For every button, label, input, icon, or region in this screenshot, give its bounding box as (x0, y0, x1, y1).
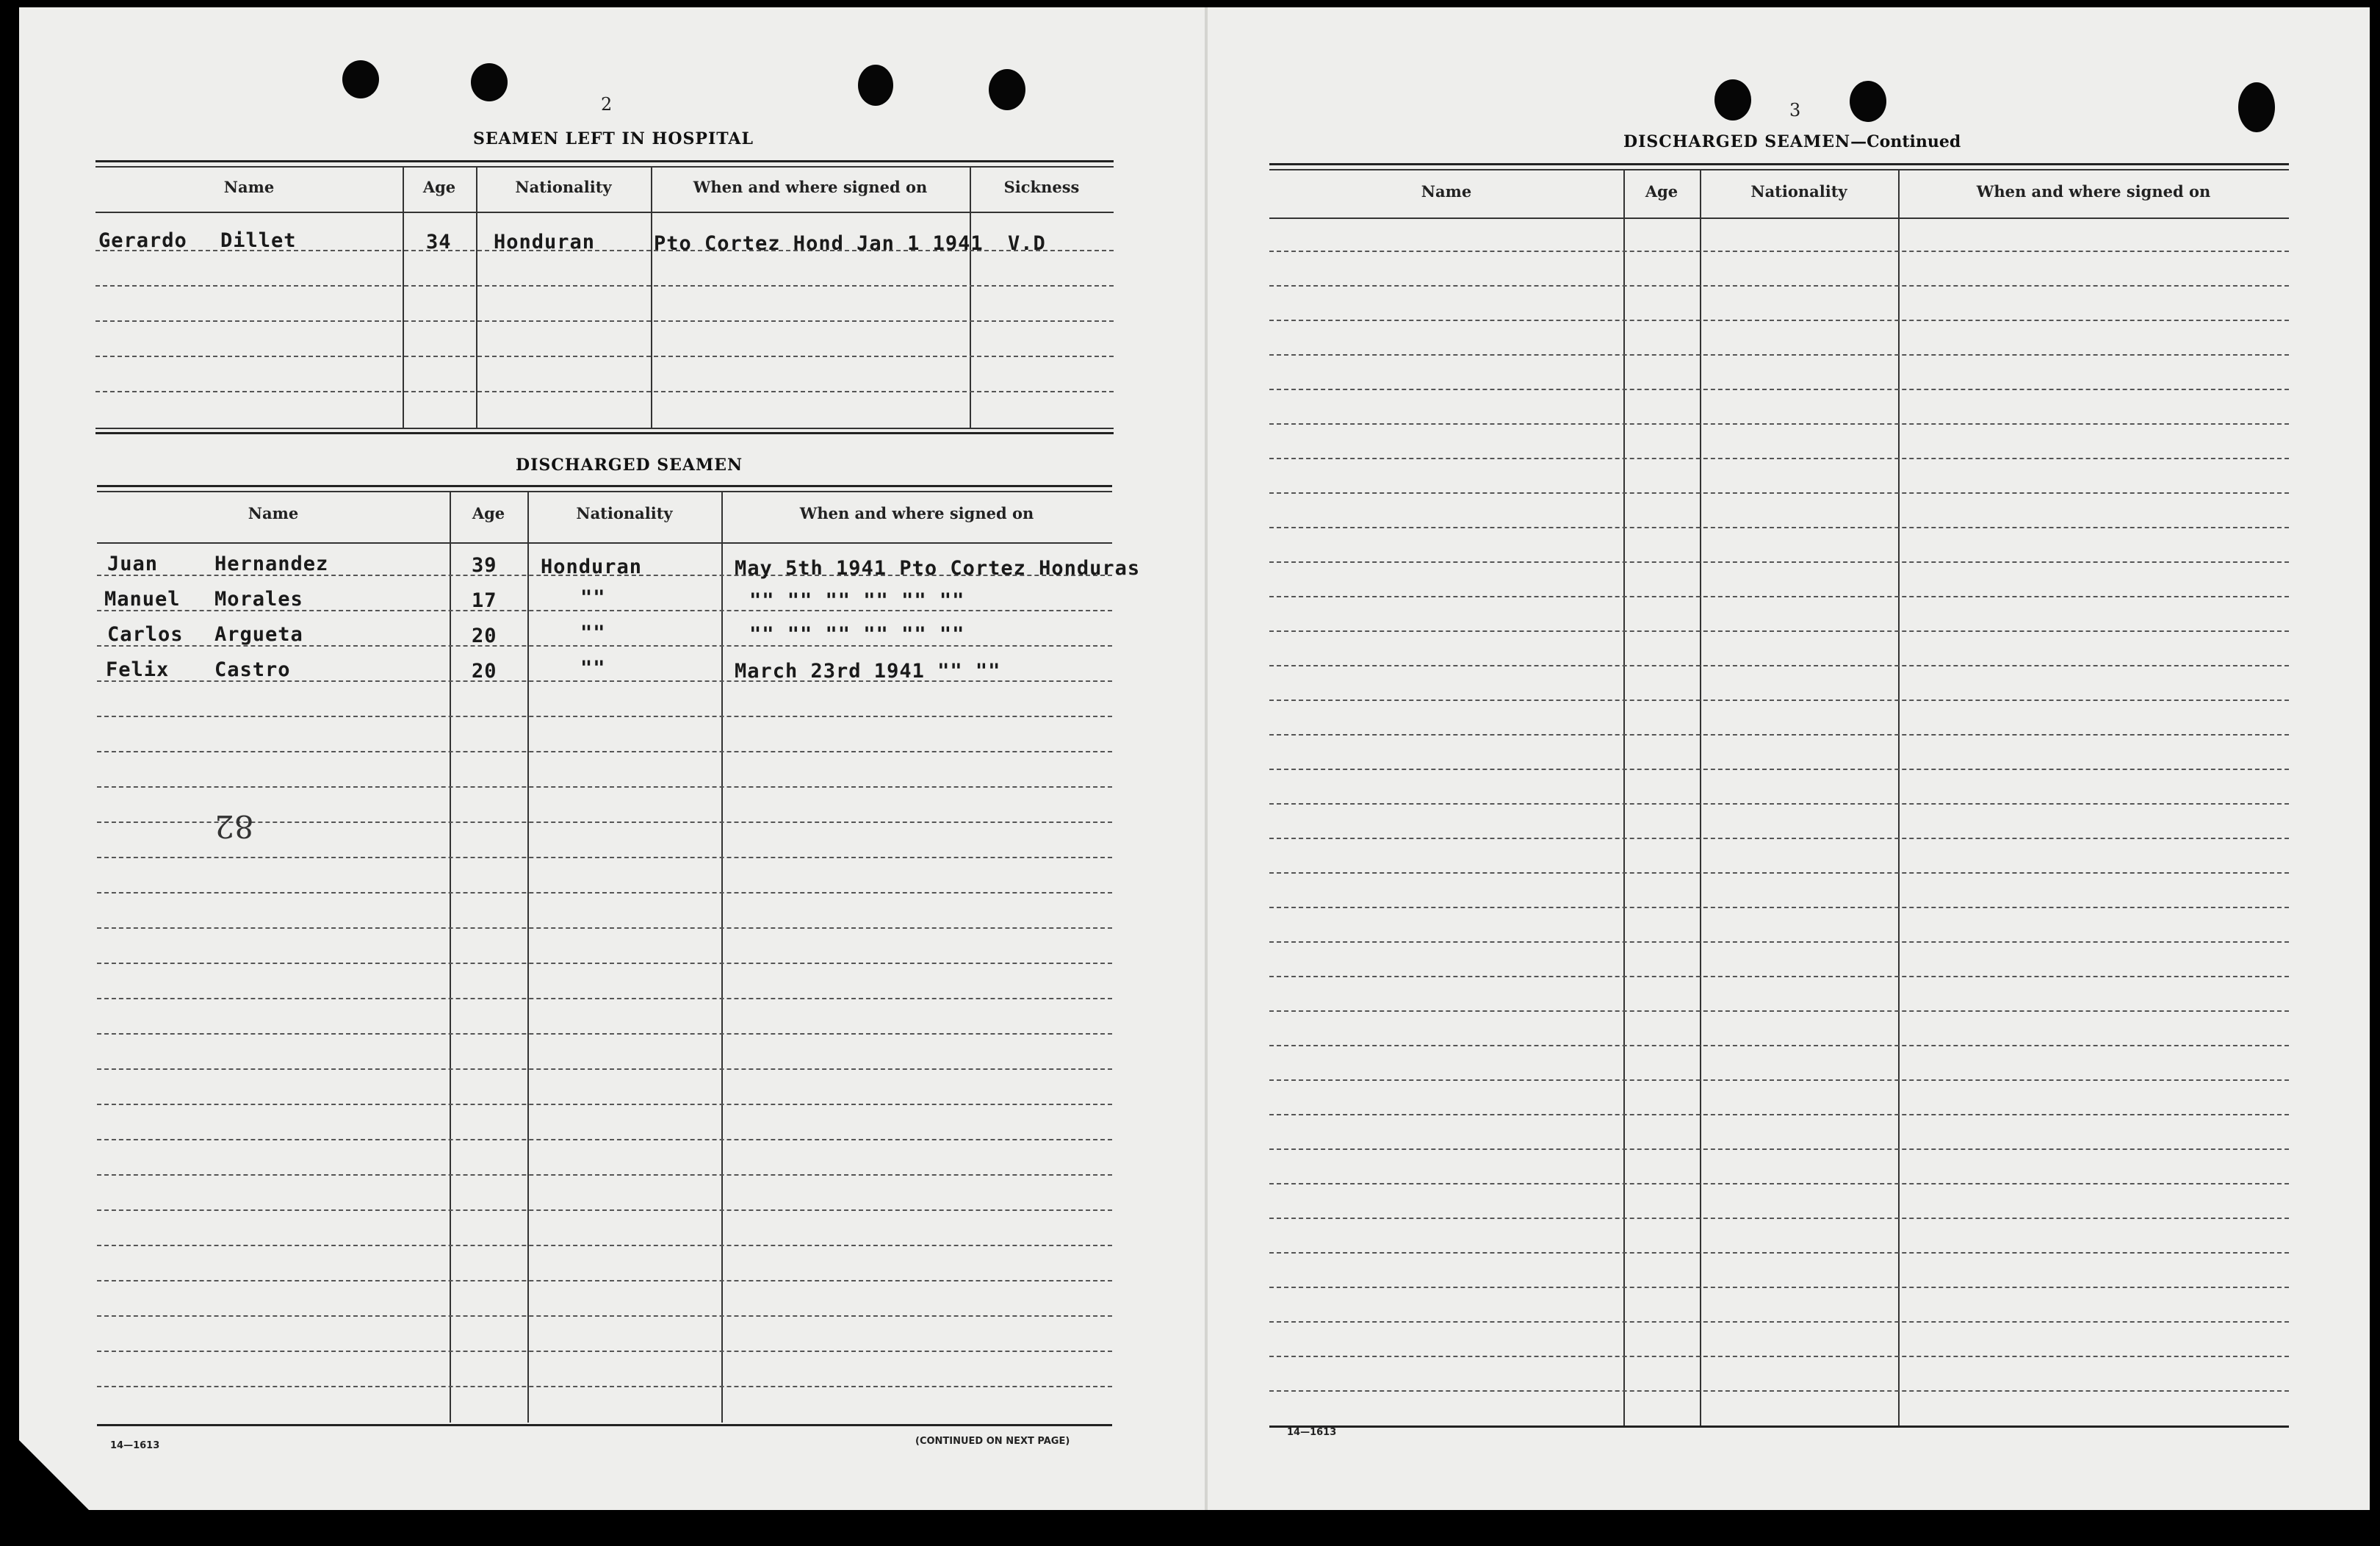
header-nationality: Nationality (576, 504, 673, 522)
punch-hole (2238, 82, 2275, 132)
form-number-right: 14—1613 (1287, 1427, 1337, 1438)
discharged-nationality: "" (580, 586, 606, 609)
ruled-rows (1269, 219, 2289, 1392)
header-name: Name (1421, 182, 1472, 201)
punch-hole (858, 65, 893, 106)
hospital-age: 34 (426, 231, 452, 254)
punch-hole (342, 60, 379, 98)
discharged-first-name: Juan (107, 553, 159, 575)
discharged-age: 20 (472, 625, 497, 647)
header-signed-on: When and where signed on (799, 504, 1034, 522)
hospital-table (95, 160, 1114, 435)
discharged-first-name: Felix (106, 658, 170, 681)
continued-note: (CONTINUED ON NEXT PAGE) (915, 1436, 1070, 1447)
discharged-signed-on: May 5th 1941 Pto Cortez Honduras (735, 557, 1141, 580)
discharged-first-name: Manuel (104, 588, 181, 611)
header-age: Age (472, 504, 505, 522)
hospital-nationality: Honduran (494, 231, 596, 254)
discharged-signed-on: "" "" "" "" "" "" (749, 623, 965, 646)
discharged-nationality: "" (580, 657, 606, 680)
discharged-continued-title (1623, 132, 1961, 151)
discharged-first-name: Carlos (107, 623, 184, 646)
table-rule (1269, 1425, 2289, 1428)
discharged-last-name: Castro (214, 658, 291, 681)
discharged-section-title: DISCHARGED SEAMEN (516, 456, 743, 475)
hospital-section-title: SEAMEN LEFT IN HOSPITAL (473, 129, 754, 148)
header-name: Name (223, 178, 275, 196)
discharged-continued-table (1269, 163, 2289, 1430)
handwritten-note: 82 (214, 808, 254, 844)
header-nationality: Nationality (515, 178, 612, 196)
discharged-age: 39 (472, 554, 497, 577)
discharged-last-name: Argueta (214, 623, 303, 646)
hospital-last-name: Dillet (220, 229, 297, 252)
hospital-first-name: Gerardo (98, 229, 187, 252)
form-number-left: 14—1613 (110, 1440, 160, 1451)
table-rule (97, 485, 1112, 487)
torn-corner (19, 1440, 90, 1511)
page-number-left: 2 (601, 94, 613, 115)
discharged-nationality: Honduran (541, 556, 643, 578)
discharged-age: 17 (472, 589, 497, 612)
table-rule (1269, 163, 2289, 165)
discharged-nationality: "" (580, 622, 606, 644)
discharged-last-name: Morales (214, 588, 303, 611)
table-rule (97, 1424, 1112, 1426)
hospital-sickness: V.D (1008, 232, 1046, 255)
discharged-continued-title-main: DISCHARGED SEAMEN (1623, 132, 1851, 151)
table-rule (1269, 169, 2289, 170)
punch-hole (989, 69, 1025, 110)
header-sickness: Sickness (1003, 178, 1080, 196)
header-signed-on: When and where signed on (693, 178, 928, 196)
punch-hole (1850, 81, 1886, 122)
table-rule (95, 428, 1114, 429)
discharged-continued-title-suffix: —Continued (1850, 132, 1961, 151)
discharged-signed-on: March 23rd 1941 "" "" (735, 660, 1001, 683)
table-rule (97, 491, 1112, 492)
discharged-age: 20 (472, 660, 497, 683)
header-age: Age (422, 178, 456, 196)
page-fold (1205, 7, 1208, 1510)
discharged-last-name: Hernandez (214, 553, 329, 575)
table-rule (95, 160, 1114, 162)
punch-hole (471, 63, 508, 101)
header-name: Name (248, 504, 299, 522)
table-rule (95, 166, 1114, 168)
hospital-signed-on: Pto Cortez Hond Jan 1 1941 (654, 232, 984, 255)
discharged-signed-on: "" "" "" "" "" "" (749, 589, 965, 612)
header-nationality: Nationality (1750, 182, 1847, 201)
table-rule (95, 432, 1114, 434)
header-signed-on: When and where signed on (1976, 182, 2211, 201)
page-number-right: 3 (1789, 100, 1801, 121)
header-age: Age (1645, 182, 1678, 201)
punch-hole (1714, 79, 1751, 121)
